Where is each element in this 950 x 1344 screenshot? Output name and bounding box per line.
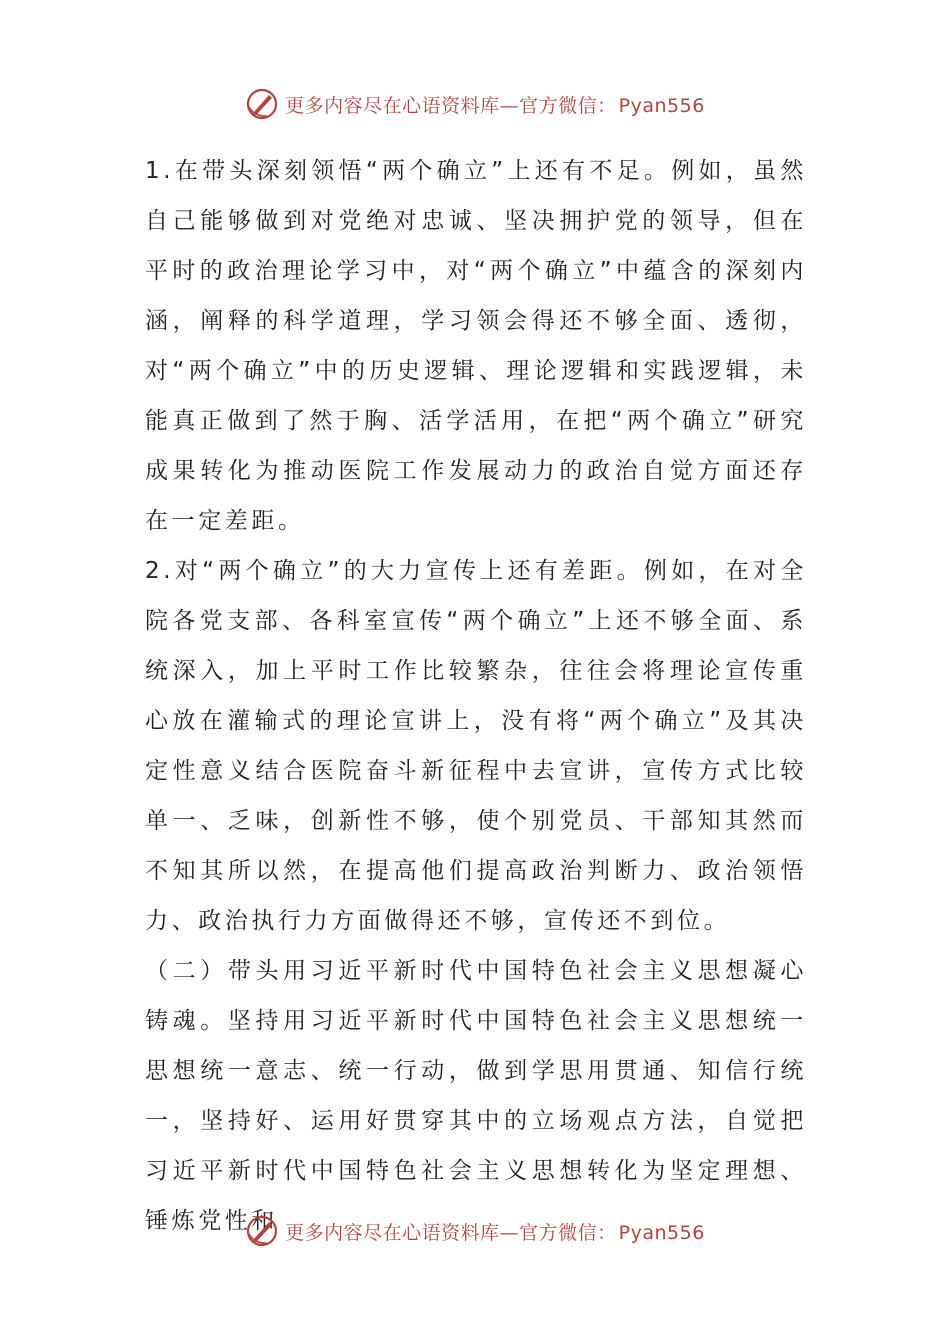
paragraph-1: 1.在带头深刻领悟“两个确立”上还有不足。例如，虽然自己能够做到对党绝对忠诚、坚决拥护党的领导，但在平时的政治理论学习中，对“两个确立”中蕴含的深刻内涵，阐释的科学道理，学习领会得还不够全面、透彻，对“两个确立”中的历史逻辑、理论逻辑和实践逻辑，未能真正做到了然于胸、活学活用，在把“两个确立”研究成果转化为推动医院工作发展动力的政治自觉方面还存在一定差距。 bbox=[145, 158, 807, 534]
wechat-id: Pyan556 bbox=[618, 1221, 705, 1244]
document-body bbox=[145, 146, 807, 1246]
footer-watermark bbox=[0, 1211, 950, 1251]
paragraph-2: 2.对“两个确立”的大力宣传上还有差距。例如，在对全院各党支部、各科室宣传“两个确立”上还不够全面、系统深入，加上平时工作比较繁杂，往往会将理论宣传重心放在灌输式的理论宣讲上，没有将“两个确立”及其决定性意义结合医院奋斗新征程中去宣讲，宣传方式比较单一、乏味，创新性不够，使个别党员、干部知其然而不知其所以然，在提高他们提高政治判断力、政治领悟力、政治执行力方面做得还不够，宣传还不到位。 bbox=[145, 558, 807, 934]
watermark-text: 更多内容尽在心语资料库—官方微信： Pyan556 bbox=[285, 94, 705, 117]
paragraph-section-2: （二）带头用习近平新时代中国特色社会主义思想凝心铸魂。坚持用习近平新时代中国特色社会主义思想统一思想统一意志、统一行动，做到学思用贯通、知信行统一，坚持好、运用好贯穿其中的立场观点方法，自觉把习近平新时代中国特色社会主义思想转化为坚定理想、锤炼党性和 bbox=[145, 958, 807, 1234]
wechat-id: Pyan556 bbox=[618, 94, 705, 117]
pen-seal-icon bbox=[245, 1214, 279, 1248]
header-watermark bbox=[0, 84, 950, 124]
watermark-text: 更多内容尽在心语资料库—官方微信： Pyan556 bbox=[285, 1221, 705, 1244]
pen-seal-icon bbox=[245, 87, 279, 121]
